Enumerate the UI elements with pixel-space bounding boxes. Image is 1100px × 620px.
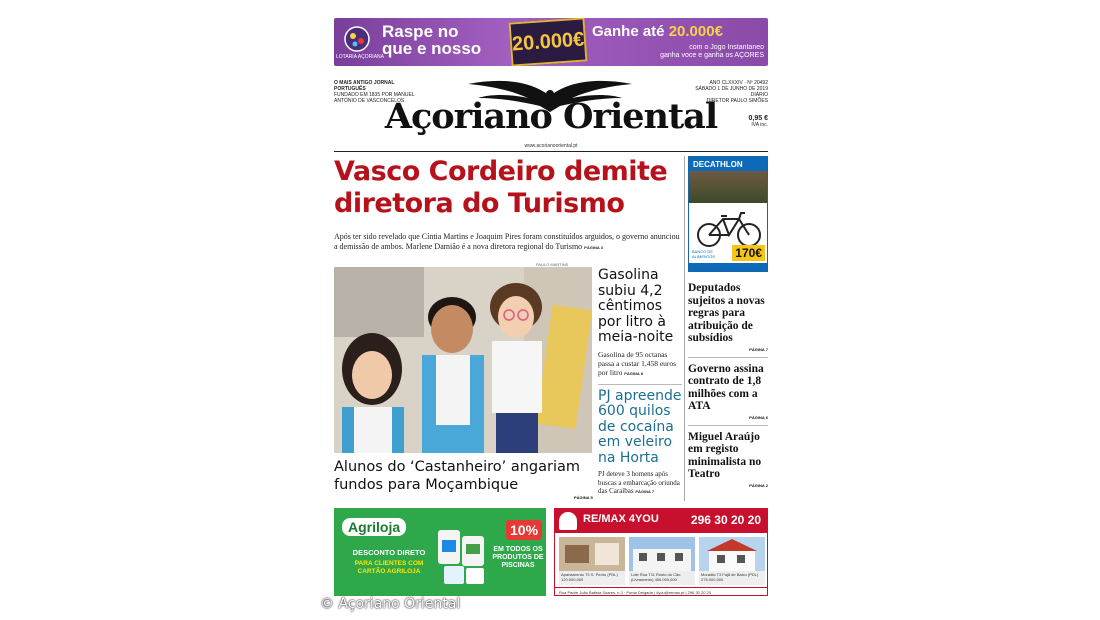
lottery-logo-text: LOTARIA AÇORIANA	[336, 54, 384, 60]
remax-ad[interactable]	[554, 508, 768, 596]
agriloja-discount: 10%	[506, 520, 542, 540]
remax-balloon-icon	[559, 512, 577, 530]
fuel-story-text: Gasolina de 95 octanas passa a custar 1,458 euros por litro PÁGINA 8	[598, 349, 677, 377]
pool-products-icon	[434, 516, 488, 586]
bicycle-icon	[695, 209, 763, 249]
photo-page-ref: PÁGINA 5	[574, 495, 593, 500]
right-story-title: Deputados sujeitos a novas regras para atribuição de subsídios	[688, 282, 765, 344]
lottery-banner-ad[interactable]	[334, 18, 768, 66]
banner-slogan: Raspe no que e nosso	[382, 22, 482, 58]
copyright-watermark: © Açoriano Oriental	[320, 596, 461, 612]
right-story-page: PÁGINA 7	[749, 346, 768, 352]
listing-caption: Lote Rua T11 Rosto do Cão (Livramento) 450.000,000	[629, 571, 695, 585]
masthead-left-info: O MAIS ANTIGO JORNAL PORTUGUÊS FUNDADO EM 1835 POR MANUEL ANTÓNIO DE VASCONCELOS	[334, 80, 415, 104]
decathlon-footer-bar	[689, 263, 768, 271]
lead-page-ref: PÁGINA 3	[584, 245, 603, 250]
agriloja-offer: DESCONTO DIRETO	[352, 548, 426, 557]
website-url[interactable]: www.acorianooriental.pt	[524, 143, 578, 149]
forest-photo	[689, 171, 768, 203]
listing-caption: Apartamento T3 S. Pedro (PDL) 120.000,000	[559, 571, 625, 585]
decathlon-price: 170€	[732, 245, 765, 261]
remax-footer: Rua Padre João Batista Soares, n.3 · Ponta Delgada | 4you@remax.pt | 296 30 20 20	[555, 587, 768, 595]
scratch-ticket-graphic: 20.000€	[509, 18, 588, 66]
lead-headline[interactable]: Vasco Cordeiro demite diretora do Turismo	[334, 156, 668, 219]
issue-price: 0,95 €	[748, 115, 768, 122]
right-story-title: Miguel Araújo em registo minimalista no Teatro	[688, 430, 762, 480]
masthead-divider	[334, 151, 768, 152]
children-photo[interactable]	[334, 267, 592, 453]
photo-caption[interactable]: Alunos do ‘Castanheiro’ angariam fundos para Moçambique	[334, 459, 581, 493]
newspaper-front-page	[330, 14, 772, 614]
right-divider	[688, 425, 768, 426]
right-story-title: Governo assina contrato de 1,8 milhões com a ATA	[688, 362, 764, 412]
listing-caption: Moradia T3 Fajã de Baixo (PDL) 275.000,000	[699, 571, 765, 585]
banner-tagline: com o Jogo Instantaneo ganha voce e ganha os AÇORES	[660, 44, 764, 59]
decathlon-note: BANCO DE ALIMENTOS	[692, 249, 716, 259]
middle-column	[598, 268, 682, 497]
remax-brand: RE/MAX 4YOU	[583, 513, 659, 525]
listing-photo	[699, 537, 765, 571]
right-story-page: PÁGINA 6	[749, 414, 768, 420]
masthead-right-info: ANO CLXXXIV · Nº 20492 SÁBADO 1 DE JUNHO DE 2019 DIÁRIO DIRETOR PAULO SIMÕES 0,95 € IVA inc.	[688, 80, 768, 128]
listing-photo	[559, 537, 625, 571]
remax-phone: 296 30 20 20	[690, 513, 761, 527]
middle-divider	[598, 384, 682, 385]
agriloja-offer-sub: PARA CLIENTES COM CARTÃO AGRILOJA	[354, 560, 424, 575]
right-story[interactable]	[688, 282, 768, 352]
right-divider	[688, 357, 768, 358]
right-story-page: PÁGINA 2	[749, 482, 768, 488]
agriloja-products: EM TODOS OS PRODUTOS DE PISCINAS	[492, 546, 544, 569]
right-story[interactable]	[688, 431, 768, 488]
right-column	[688, 282, 768, 488]
column-divider	[684, 156, 685, 501]
photo-credit: PAULO MARTINS	[536, 262, 569, 267]
listing-photo	[629, 537, 695, 571]
cocaine-story-text: PJ deteve 3 homens após buscas a embarcação oriunda das Caraíbas PÁGINA 7	[598, 470, 680, 495]
agriloja-logo: Agriloja	[342, 518, 406, 536]
lead-lede: Após ter sido revelado que Cíntia Martins e Joaquim Pires foram constituídos arguidos, o governo anunciou a demissão de ambos. Marlene Damião é a nova diretora regional do Turismo PÁGINA 3	[334, 232, 680, 251]
right-story[interactable]	[688, 363, 768, 420]
decathlon-logo: DECATHLON	[689, 157, 768, 171]
agriloja-ad[interactable]	[334, 508, 546, 596]
decathlon-ad[interactable]	[688, 156, 768, 272]
cocaine-story-title[interactable]: PJ apreende 600 quilos de cocaína em veleiro na Horta	[598, 387, 682, 466]
banner-prize: Ganhe até 20.000€	[592, 23, 723, 40]
newspaper-title: Açoriano Oriental	[384, 96, 718, 137]
fuel-story-title[interactable]: Gasolina subiu 4,2 cêntimos por litro à meia-noite	[598, 267, 674, 345]
